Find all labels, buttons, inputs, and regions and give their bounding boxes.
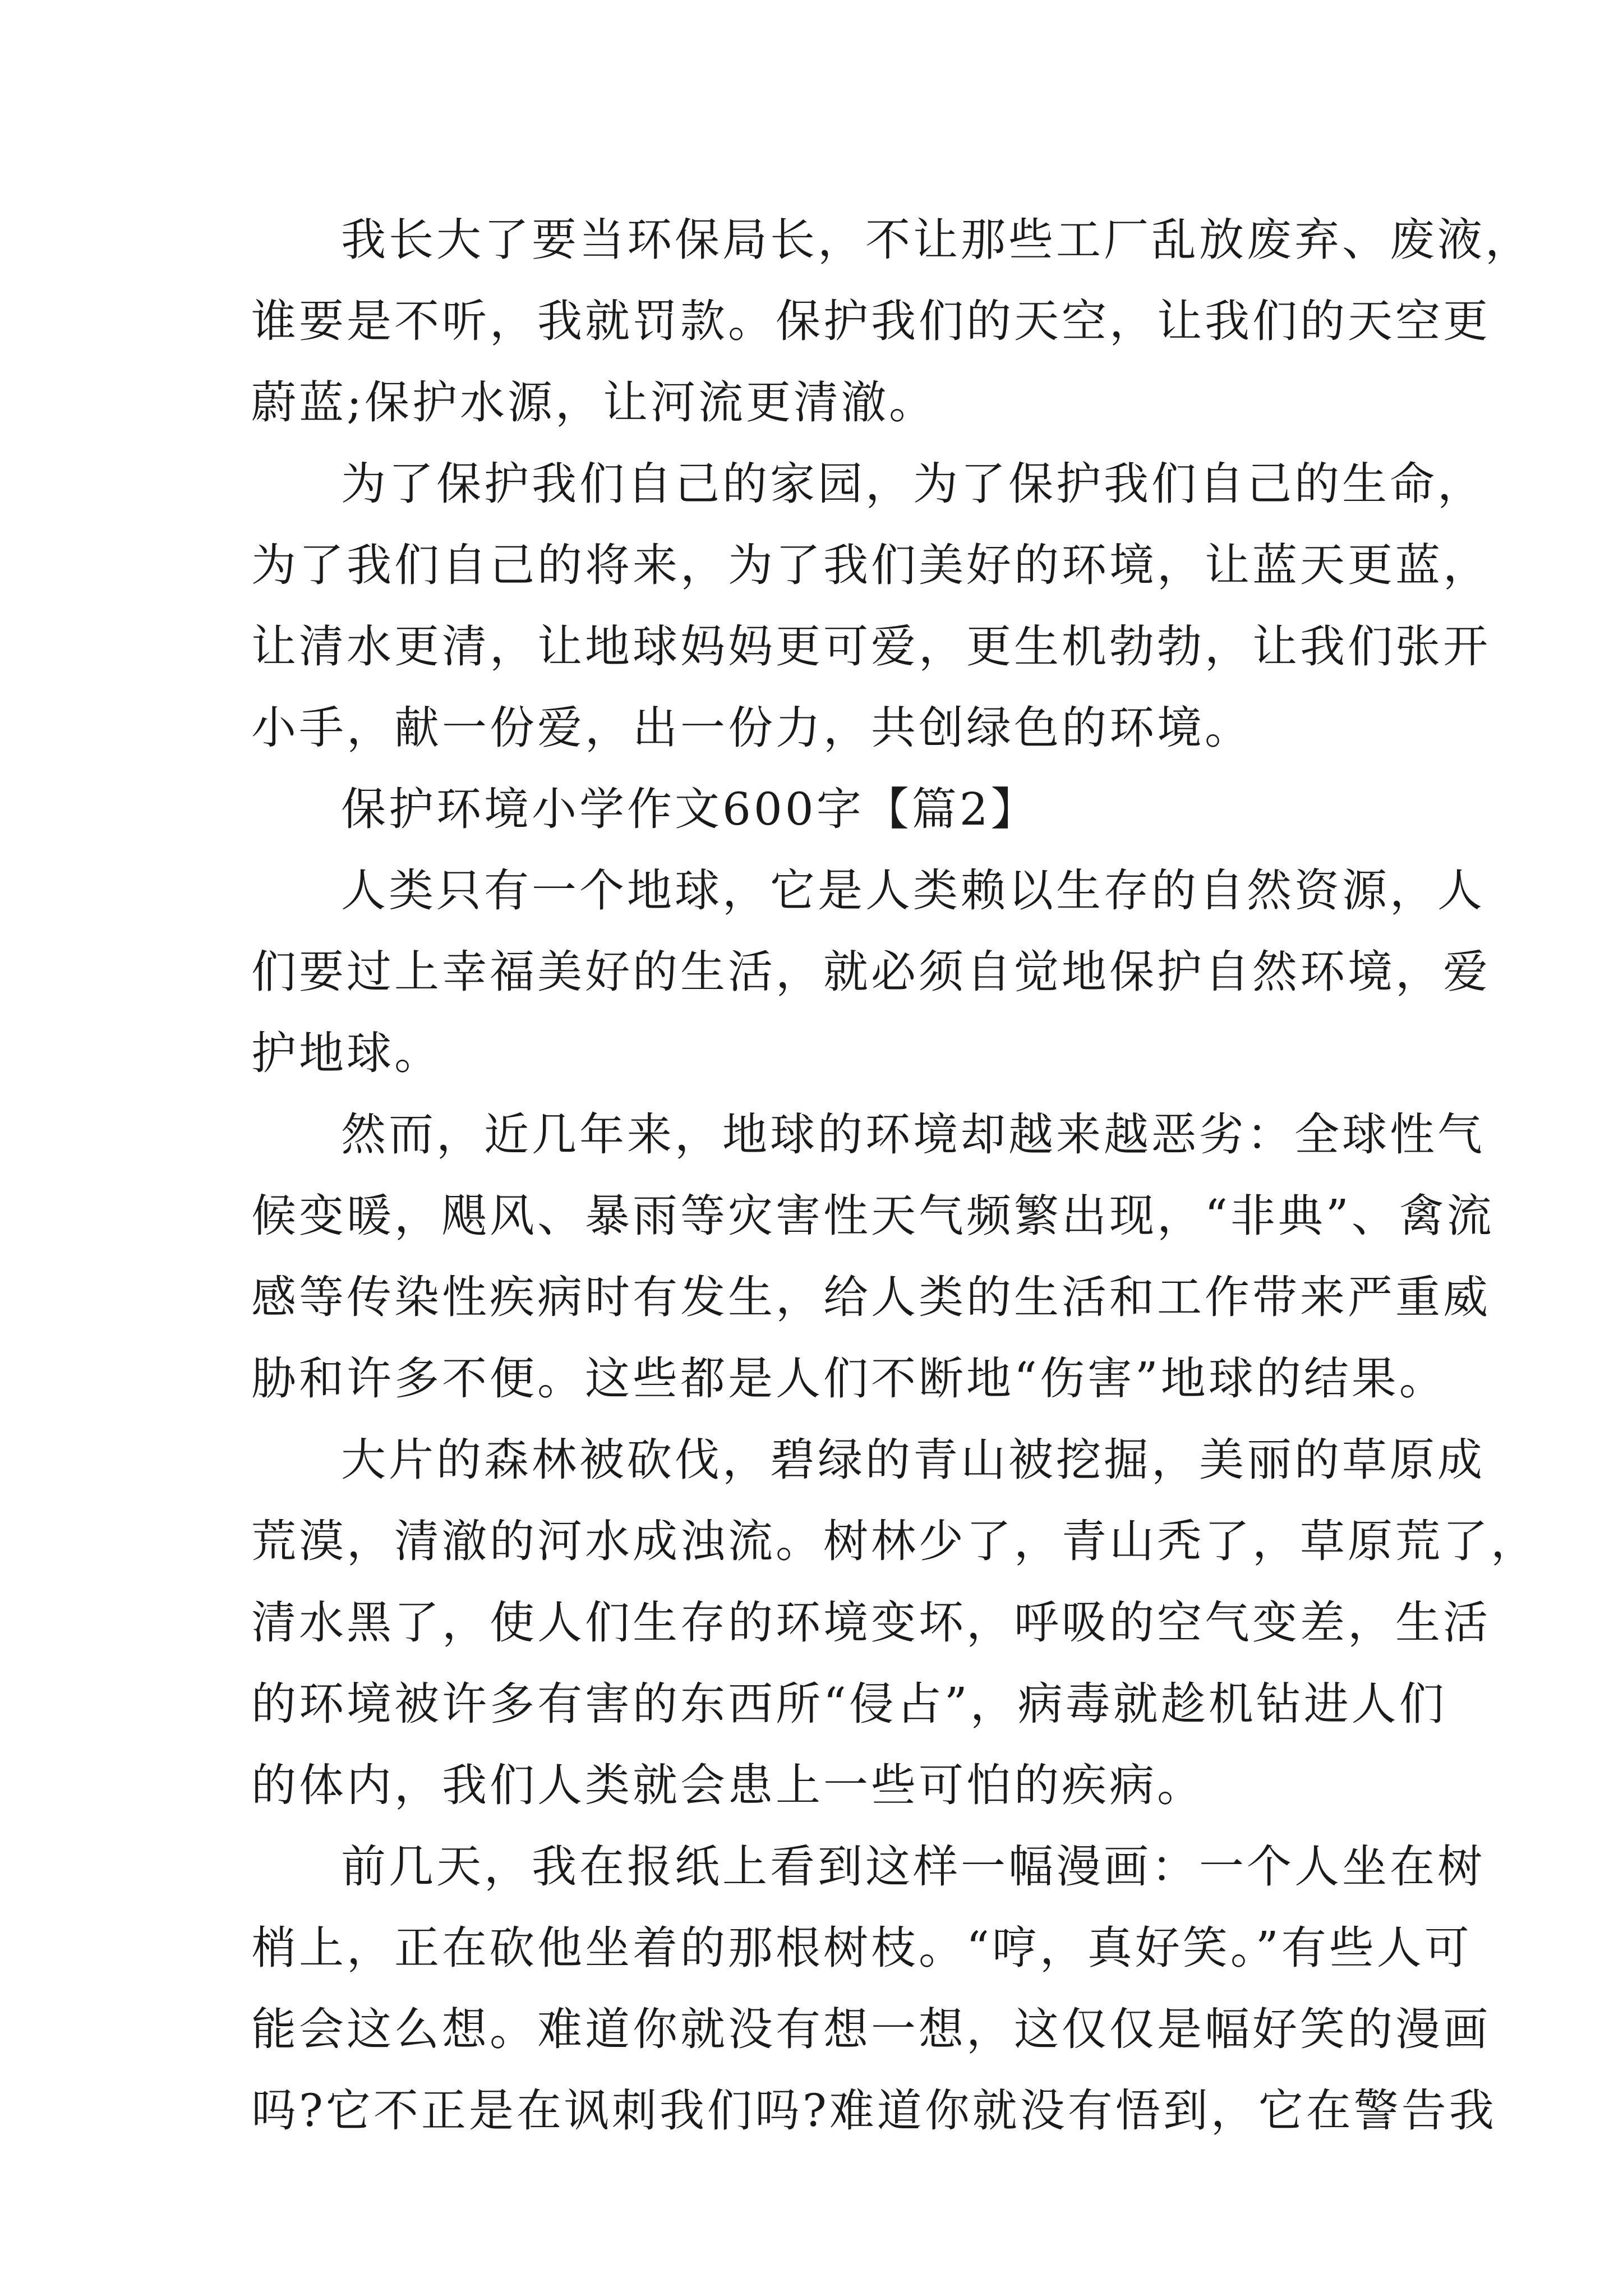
text-line: 蔚蓝;保护水源，让河流更清澈。 <box>251 376 937 429</box>
text-line: 们要过上幸福美好的生活，就必须自觉地保护自然环境，爱 <box>251 946 1491 998</box>
text-line: 谁要是不听，我就罚款。保护我们的天空，让我们的天空更 <box>251 295 1491 347</box>
text-line: 的环境被许多有害的东西所“侵占”，病毒就趁机钻进人们 <box>251 1678 1447 1730</box>
text-line: 梢上，正在砍他坐着的那根树枝。“哼，真好笑。”有些人可 <box>251 1922 1472 1974</box>
text-line: 吗?它不正是在讽刺我们吗?难道你就没有悟到，它在警告我 <box>251 2085 1497 2137</box>
text-line: 让清水更清，让地球妈妈更可爱，更生机勃勃，让我们张开 <box>251 620 1491 673</box>
text-line: 胁和许多不便。这些都是人们不断地“伤害”地球的结果。 <box>251 1352 1447 1405</box>
text-line: 护地球。 <box>251 1027 442 1079</box>
text-line: 为了保护我们自己的家园，为了保护我们自己的生命， <box>341 458 1485 510</box>
text-line: 然而，近几年来，地球的环境却越来越恶劣：全球性气 <box>341 1108 1485 1161</box>
text-line: 感等传染性疾病时有发生，给人类的生活和工作带来严重威 <box>251 1271 1491 1323</box>
text-line: 荒漠，清澈的河水成浊流。树林少了，青山秃了，草原荒了， <box>251 1515 1538 1567</box>
text-line: 前几天，我在报纸上看到这样一幅漫画：一个人坐在树 <box>341 1841 1485 1893</box>
text-line: 的体内，我们人类就会患上一些可怕的疾病。 <box>251 1759 1205 1811</box>
body-text <box>251 199 1538 2151</box>
text-line: 我长大了要当环保局长，不让那些工厂乱放废弃、废液， <box>341 214 1533 266</box>
text-line: 候变暖，飓风、暴雨等灾害性天气频繁出现，“非典”、禽流 <box>251 1190 1495 1242</box>
text-line: 为了我们自己的将来，为了我们美好的环境，让蓝天更蓝， <box>251 539 1491 591</box>
text-line: 大片的森林被砍伐，碧绿的青山被挖掘，美丽的草原成 <box>341 1434 1485 1486</box>
text-line: 小手，献一份爱，出一份力，共创绿色的环境。 <box>251 702 1252 754</box>
section-heading: 保护环境小学作文600字【篇2】 <box>341 783 1039 835</box>
text-line: 清水黑了，使人们生存的环境变坏，呼吸的空气变差，生活 <box>251 1596 1491 1649</box>
text-line: 能会这么想。难道你就没有想一想，这仅仅是幅好笑的漫画 <box>251 2003 1491 2055</box>
text-line: 人类只有一个地球，它是人类赖以生存的自然资源，人 <box>341 864 1485 917</box>
